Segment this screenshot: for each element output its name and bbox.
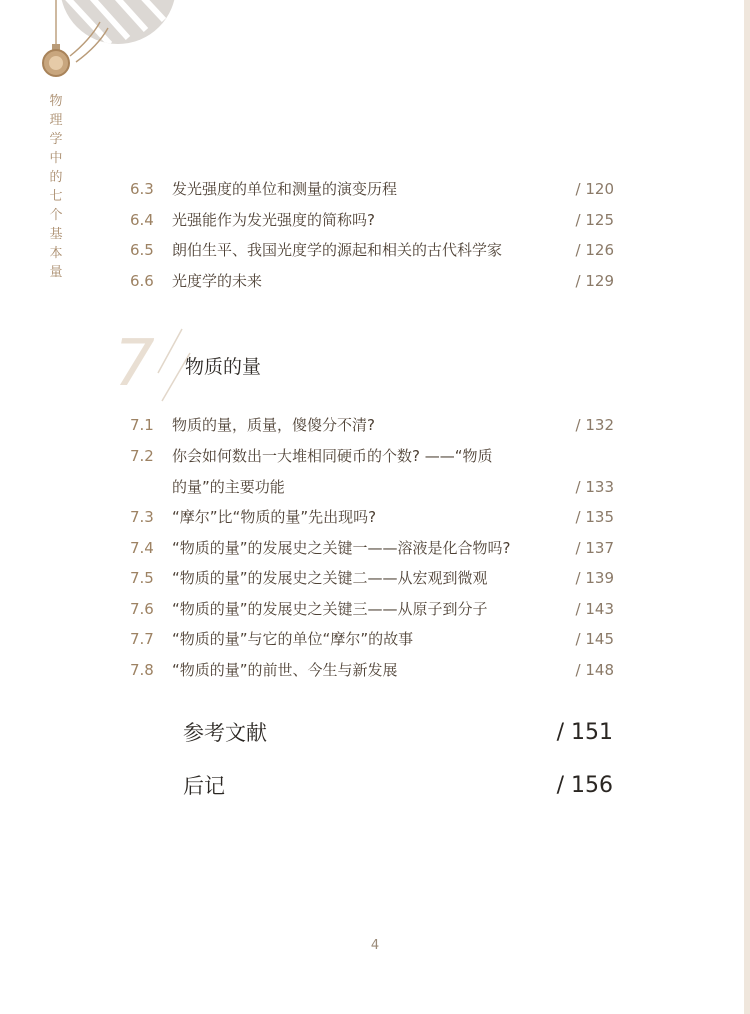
toc-entry-title: “物质的量”的发展史之关键三——从原子到分子 — [172, 600, 488, 618]
toc-entry-continuation[interactable] — [130, 476, 614, 498]
toc-entry-number: 7.5 — [130, 569, 154, 587]
page-edge-strip — [744, 0, 750, 1014]
toc-entry-page: / 145 — [575, 630, 614, 648]
toc-entry-page: / 126 — [575, 241, 614, 259]
lamp-ornament-icon — [0, 0, 200, 110]
book-title-char: 个 — [49, 208, 63, 223]
page-number: 4 — [370, 938, 380, 953]
toc-entry-number: 7.2 — [130, 447, 154, 465]
toc-entry-page: / 135 — [575, 508, 614, 526]
toc-entry-title: 物质的量，质量，傻傻分不清? — [172, 416, 375, 434]
toc-entry-number: 7.8 — [130, 661, 154, 679]
toc-entry-title: 你会如何数出一大堆相同硬币的个数? ——“物质 — [172, 447, 493, 465]
toc-entry[interactable] — [130, 209, 614, 231]
book-title-char: 学 — [49, 132, 63, 147]
toc-entry-title: 朗伯生平、我国光度学的源起和相关的古代科学家 — [172, 241, 503, 259]
toc-entry-page: / 148 — [575, 661, 614, 679]
book-title-char: 本 — [49, 246, 63, 261]
book-title-char: 物 — [49, 94, 63, 109]
toc-entry-number: 7.1 — [130, 416, 154, 434]
toc-entry-page: / 137 — [575, 539, 614, 557]
chapter-number — [112, 325, 192, 405]
book-title-char: 理 — [49, 113, 63, 128]
toc-entry[interactable] — [130, 598, 614, 620]
toc-entry-page: / 125 — [575, 211, 614, 229]
toc-entry-number: 7.6 — [130, 600, 154, 618]
toc-entry-page: / 133 — [575, 478, 614, 496]
toc-entry[interactable] — [130, 659, 614, 681]
toc-entry[interactable] — [130, 270, 614, 292]
toc-entry-title: “物质的量”的前世、今生与新发展 — [172, 661, 398, 679]
toc-entry-page: / 139 — [575, 569, 614, 587]
book-title-vertical — [48, 92, 64, 282]
toc-entry-title: “摩尔”比“物质的量”先出现吗? — [172, 508, 377, 526]
back-matter-page: / 151 — [556, 720, 613, 745]
toc-entry-title: “物质的量”的发展史之关键二——从宏观到微观 — [172, 569, 488, 587]
toc-entry[interactable] — [130, 628, 614, 650]
toc-entry[interactable] — [130, 537, 614, 559]
book-title-char: 量 — [49, 265, 63, 280]
back-matter-page: / 156 — [556, 773, 613, 798]
book-title-char: 基 — [49, 227, 63, 242]
back-matter-label: 参考文献 — [183, 721, 267, 745]
toc-entry-title: 的量”的主要功能 — [172, 478, 285, 496]
toc-entry[interactable] — [130, 414, 614, 436]
toc-entry-title: “物质的量”与它的单位“摩尔”的故事 — [172, 630, 414, 648]
toc-entry-title: 发光强度的单位和测量的演变历程 — [172, 180, 398, 198]
toc-entry-page: / 120 — [575, 180, 614, 198]
toc-entry-number: 7.3 — [130, 508, 154, 526]
toc-entry-page: / 129 — [575, 272, 614, 290]
toc-entry[interactable] — [130, 506, 614, 528]
toc-entry-number: 7.7 — [130, 630, 154, 648]
toc-entry[interactable] — [130, 567, 614, 589]
toc-entry-number: 6.3 — [130, 180, 154, 198]
book-title-char: 七 — [49, 189, 63, 204]
book-title-char: 中 — [49, 151, 63, 166]
toc-entry[interactable] — [130, 445, 614, 467]
toc-entry-title: 光强能作为发光强度的简称吗? — [172, 211, 375, 229]
back-matter-label: 后记 — [183, 774, 225, 798]
toc-entry[interactable] — [130, 239, 614, 261]
back-matter-entry[interactable] — [183, 718, 613, 748]
toc-entry-number: 7.4 — [130, 539, 154, 557]
toc-entry-number: 6.6 — [130, 272, 154, 290]
chapter-number-digit: 7 — [114, 327, 155, 401]
book-title-char: 的 — [49, 170, 63, 185]
back-matter-entry[interactable] — [183, 771, 613, 801]
toc-entry-page: / 143 — [575, 600, 614, 618]
toc-entry-page: / 132 — [575, 416, 614, 434]
toc-entry-number: 6.4 — [130, 211, 154, 229]
toc-entry-number: 6.5 — [130, 241, 154, 259]
toc-entry[interactable] — [130, 178, 614, 200]
toc-entry-title: “物质的量”的发展史之关键一——溶液是化合物吗? — [172, 539, 511, 557]
chapter-title[interactable]: 物质的量 — [185, 356, 262, 378]
toc-entry-title: 光度学的未来 — [172, 272, 263, 290]
